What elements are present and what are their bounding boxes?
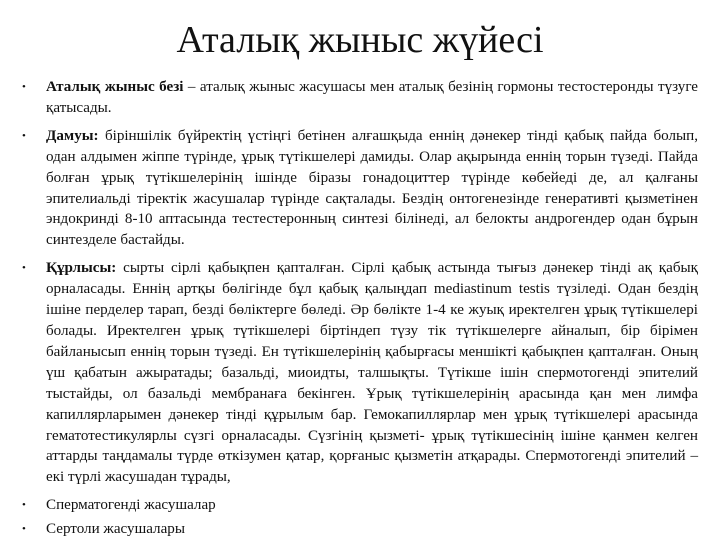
bullet-term: Құрлысы: (46, 260, 117, 277)
bullet-item (22, 258, 698, 488)
bullet-dot-icon: • (22, 262, 26, 275)
bullet-item (22, 77, 698, 119)
bullet-dot-icon: • (22, 499, 26, 512)
bullet-dot-icon: • (22, 81, 26, 93)
bullet-text: Сертоли жасушалары (46, 521, 185, 538)
slide-title: Аталық жыныс жүйесі (176, 19, 544, 61)
bullet-text: біріншілік бүйректің үстіңгі бетінен алғашқыда еннің дәнекер тінді қабық пайда болып, одан алдымен жіппе түрінде, ұрық түтікшелері дамиды. Олар ақырында еннің торын түзеді. Пайда болған ұрық түтікшелерінің ішінде біразы гонадоциттер түрінде көбейеді де, ал қалғаны эпителиальді тіректік жасушалар түрінде сақталады. Бездің онтогенезінде генеративті қызметінен эндокринді 8-10 аптасында тестестеронның синтезі білінеді, ал белокты андрогендер одан бұрын синтезделе бастайды. (46, 127, 698, 249)
bullet-item (22, 126, 698, 251)
bullet-text: Сперматогенді жасушалар (46, 497, 216, 514)
bullet-text: – аталық жыныс жасушасы мен аталық безінің гормоны тестостеронды түзуге қатысады. (46, 79, 699, 116)
bullet-dot-icon: • (22, 523, 26, 536)
bullet-item (22, 519, 698, 540)
bullet-list (22, 77, 698, 543)
bullet-item (22, 495, 698, 516)
bullet-dot-icon: • (22, 129, 26, 142)
bullet-text: сырты сірлі қабықпен қапталған. Сірлі қабық астында тығыз дәнекер тінді ақ қабық орналасады. Еннің артқы бөлігінде бұл қабық қалыңдап mediastinum testis түзіледі. Одан бездің ішіне перделер тарап, безді бөліктерге бөледі. Әр бөлікте 1-4 ке жуық иректелген ұрық түтікшелері болады. Иректелген ұрық түтікшелері біртіндеп түзу тік түтікшелерге айналып, бір бірімен байланысып еннің торын түзеді. Ен түтікшелерінің қабырғасы меншікті қабықпен қапталған. Оның үш қабатын ажыратады; базальді, миоидты, талшықты. Түтікше ішін спермотогенді эпителий тыстайды, ол базальді мембранаға бекінген. Ұрық түтікшелерінің арасында қан мен лимфа капиллярларымен дәнекер тінді құрылым бар. Гемокапиллярлар мен ұрық түтікшелері арасында гематотестикулярлы сүзгі орналасады. Сүзгінің қызметі- ұрық түтікшесінің ішіне қанмен келген аттарды таңдамалы түрде өткізумен қатар, қорғаныс қызметін атқарады. Спермотогенді эпителий – екі түрлі жасушадан тұрады, (46, 260, 698, 486)
bullet-term: Дамуы: (46, 127, 99, 144)
bullet-term: Аталық жыныс безі (46, 79, 184, 95)
